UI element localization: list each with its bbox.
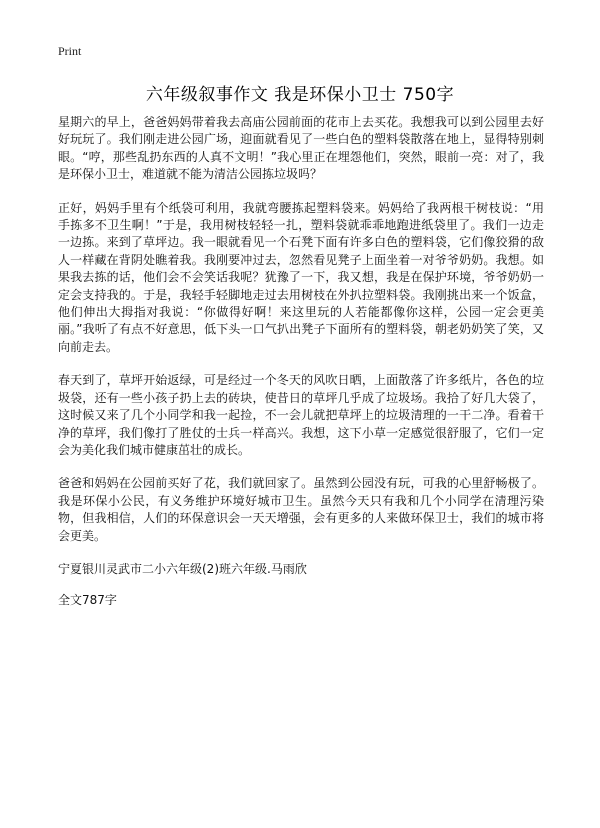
author-signature: 宁夏银川灵武市二小六年级(2)班六年级.马雨欣 (58, 561, 307, 576)
article-body (58, 114, 544, 609)
article-title: 六年级叙事作文 我是环保小卫士 750字 (145, 85, 455, 105)
print-link[interactable]: Print (58, 44, 82, 58)
word-count: 全文787字 (58, 592, 117, 607)
paragraph-4: 爸爸和妈妈在公园前买好了花，我们就回家了。虽然到公园没有玩，可我的心里舒畅极了。我是环保小公民，有义务维护环境好城市卫生。虽然今天只有我和几个小同学在清理污染物，但我相信，人们的环保意识会一天天增强，会有更多的人来做环保卫士，我们的城市将会更美。 (58, 476, 544, 543)
paragraph-2: 正好，妈妈手里有个纸袋可利用，我就弯腰拣起塑料袋来。妈妈给了我两根干树枝说：“用手拣多不卫生啊！”于是，我用树枝轻轻一扎，塑料袋就乖乖地跑进纸袋里了。我们一边走一边拣。来到了草坪边。我一眼就看见一个石凳下面有许多白色的塑料袋，它们像狡猾的敌人一样藏在背阴处瞧着我。我刚要冲过去，忽然看见凳子上面坐着一对爷爷奶奶。我想。如果我去拣的话，他们会不会笑话我呢？犹豫了一下，我又想，我是在保护环境，爷爷奶奶一定会支持我的。于是，我轻手轻脚地走过去用树枝在外扒拉塑料袋。我刚挑出来一个饭盒，他们伸出大拇指对我说：“你做得好啊！来这里玩的人若能都像你这样，公园一定会更美丽。”我听了有点不好意思，低下头一口气扒出凳子下面所有的塑料袋，朝老奶奶笑了笑，又向前走去。 (58, 200, 544, 354)
paragraph-1: 星期六的早上，爸爸妈妈带着我去高庙公园前面的花市上去买花。我想我可以到公园里去好好玩玩了。我们刚走进公园广场，迎面就看见了一些白色的塑料袋散落在地上，显得特别刺眼。“哼，那些乱扔东西的人真不文明！”我心里正在埋怨他们，突然，眼前一亮：对了，我是环保小卫士，难道就不能为清洁公园拣垃圾吗？ (58, 115, 544, 182)
paragraph-3: 春天到了，草坪开始返绿，可是经过一个冬天的风吹日晒，上面散落了许多纸片，各色的垃圾袋，还有一些小孩子扔上去的砖块，使昔日的草坪几乎成了垃圾场。我拾了好几大袋了，这时候又来了几个小同学和我一起捡，不一会儿就把草坪上的垃圾清理的一干二净。看着干净的草坪，我们像打了胜仗的士兵一样高兴。我想，这下小草一定感觉很舒服了，它们一定会为美化我们城市健康茁壮的成长。 (58, 373, 544, 457)
